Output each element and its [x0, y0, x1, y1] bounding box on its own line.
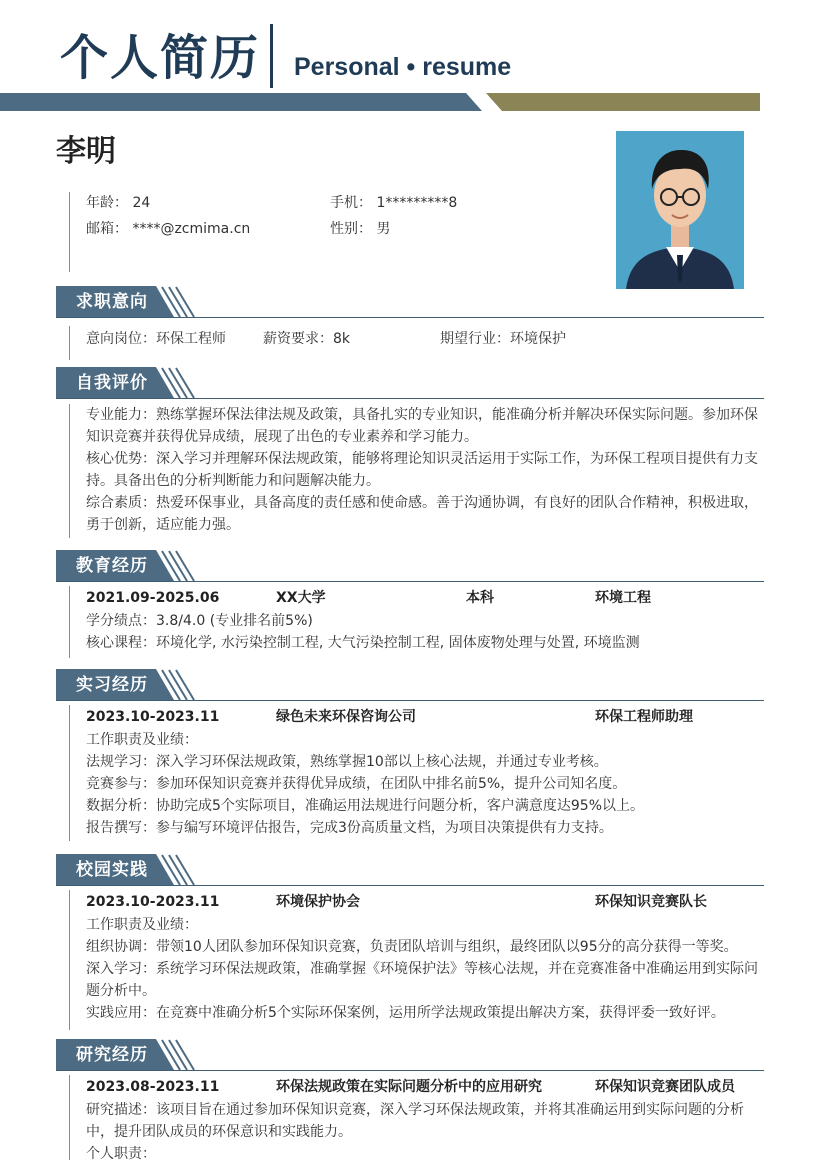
gender-field: 性别： 男	[330, 221, 391, 237]
self-eval-paragraph: 核心优势：深入学习并理解环保法规政策，能够将理论知识灵活运用于实际工作，为环保工程项目提供有力支持。具备出色的分析判断能力和问题解决能力。	[86, 451, 758, 489]
section-rule	[56, 317, 764, 318]
education-date: 2021.09-2025.06	[86, 590, 220, 606]
salary-expectation: 薪资要求：8k	[263, 331, 351, 347]
research-header-row	[86, 1075, 766, 1099]
degree: 本科	[466, 590, 494, 606]
age-field: 年龄： 24	[86, 195, 151, 211]
desired-position: 意向岗位：环保工程师	[86, 331, 226, 347]
intention-body	[69, 326, 766, 360]
section-rule	[56, 398, 764, 399]
internship-body	[69, 705, 766, 841]
campus-role: 环保知识竞赛队长	[595, 894, 707, 910]
research-detail: 研究描述：该项目旨在通过参加环保知识竞赛，深入学习环保法规政策，并将其准确运用到实际问题的分析中，提升团队成员的环保意识和实践能力。	[86, 1102, 744, 1140]
job-role: 环保工程师助理	[595, 709, 693, 725]
education-detail: 学分绩点：3.8/4.0 (专业排名前5%)	[86, 613, 313, 629]
section-title: 校园实践	[76, 860, 148, 880]
campus-detail: 深入学习：系统学习环保法规政策，准确掌握《环境保护法》等核心法规，并在竞赛准备中准确运用到实际问题分析中。	[86, 961, 758, 999]
education-header-row	[86, 586, 766, 610]
internship-header-row	[86, 705, 766, 729]
campus-detail: 实践应用：在竞赛中准确分析5个实际环保案例，运用所学法规政策提出解决方案，获得评委一致好评。	[86, 1005, 725, 1021]
self-eval-body	[69, 404, 766, 538]
section-rule	[56, 885, 764, 886]
education-detail: 核心课程：环境化学, 水污染控制工程, 大气污染控制工程, 固体废物处理与处置, 环境监测	[86, 635, 640, 651]
internship-detail: 报告撰写：参与编写环境评估报告，完成3份高质量文档，为项目决策提供有力支持。	[86, 820, 613, 836]
section-header-research	[56, 1039, 764, 1071]
header-band	[0, 93, 760, 111]
section-rule	[56, 700, 764, 701]
section-header-self-eval	[56, 367, 764, 399]
research-date: 2023.08-2023.11	[86, 1079, 220, 1095]
project-name: 环保法规政策在实际问题分析中的应用研究	[276, 1079, 542, 1095]
campus-detail: 工作职责及业绩：	[86, 917, 198, 933]
resume-subtitle: Personal • resume	[294, 53, 512, 81]
school-name: XX大学	[276, 590, 326, 606]
research-body	[69, 1075, 766, 1160]
organization-name: 环境保护协会	[276, 894, 360, 910]
resume-title: 个人简历	[60, 30, 261, 86]
section-title: 实习经历	[76, 675, 148, 695]
internship-detail: 工作职责及业绩：	[86, 732, 198, 748]
section-header-education	[56, 550, 764, 582]
phone-field: 手机： 1*********8	[330, 195, 458, 211]
internship-date: 2023.10-2023.11	[86, 709, 220, 725]
candidate-name: 李明	[56, 134, 116, 169]
major: 环境工程	[595, 590, 651, 606]
section-rule	[56, 1070, 764, 1071]
research-detail: 个人职责：	[86, 1146, 156, 1160]
info-divider	[69, 192, 70, 272]
self-eval-paragraph: 综合素质：热爱环保事业，具备高度的责任感和使命感。善于沟通协调，有良好的团队合作精神，积极进取，勇于创新，适应能力强。	[86, 495, 758, 533]
desired-industry: 期望行业：环境保护	[440, 331, 566, 347]
campus-detail: 组织协调：带领10人团队参加环保知识竞赛，负责团队培训与组织，最终团队以95分的高分获得一等奖。	[86, 939, 738, 955]
section-title: 求职意向	[76, 292, 148, 312]
campus-header-row	[86, 890, 766, 914]
section-header-internship	[56, 669, 764, 701]
section-title: 自我评价	[76, 373, 148, 393]
portrait-photo	[616, 131, 744, 289]
section-header-campus	[56, 854, 764, 886]
section-title: 教育经历	[76, 556, 148, 576]
education-body	[69, 586, 766, 658]
internship-detail: 竞赛参与：参加环保知识竞赛并获得优异成绩，在团队中排名前5%，提升公司知名度。	[86, 776, 627, 792]
header-divider	[270, 24, 273, 88]
internship-detail: 数据分析：协助完成5个实际项目，准确运用法规进行问题分析，客户满意度达95%以上。	[86, 798, 645, 814]
email-field: 邮箱： ****@zcmima.cn	[86, 221, 251, 237]
section-title: 研究经历	[76, 1045, 148, 1065]
campus-body	[69, 890, 766, 1030]
research-role: 环保知识竞赛团队成员	[595, 1079, 735, 1095]
internship-detail: 法规学习：深入学习环保法规政策，熟练掌握10部以上核心法规，并通过专业考核。	[86, 754, 608, 770]
self-eval-paragraph: 专业能力：熟练掌握环保法律法规及政策，具备扎实的专业知识，能准确分析并解决环保实际问题。参加环保知识竞赛并获得优异成绩，展现了出色的专业素养和学习能力。	[86, 407, 758, 445]
company-name: 绿色未来环保咨询公司	[276, 709, 416, 725]
section-rule	[56, 581, 764, 582]
campus-date: 2023.10-2023.11	[86, 894, 220, 910]
section-header-intention	[56, 286, 764, 318]
